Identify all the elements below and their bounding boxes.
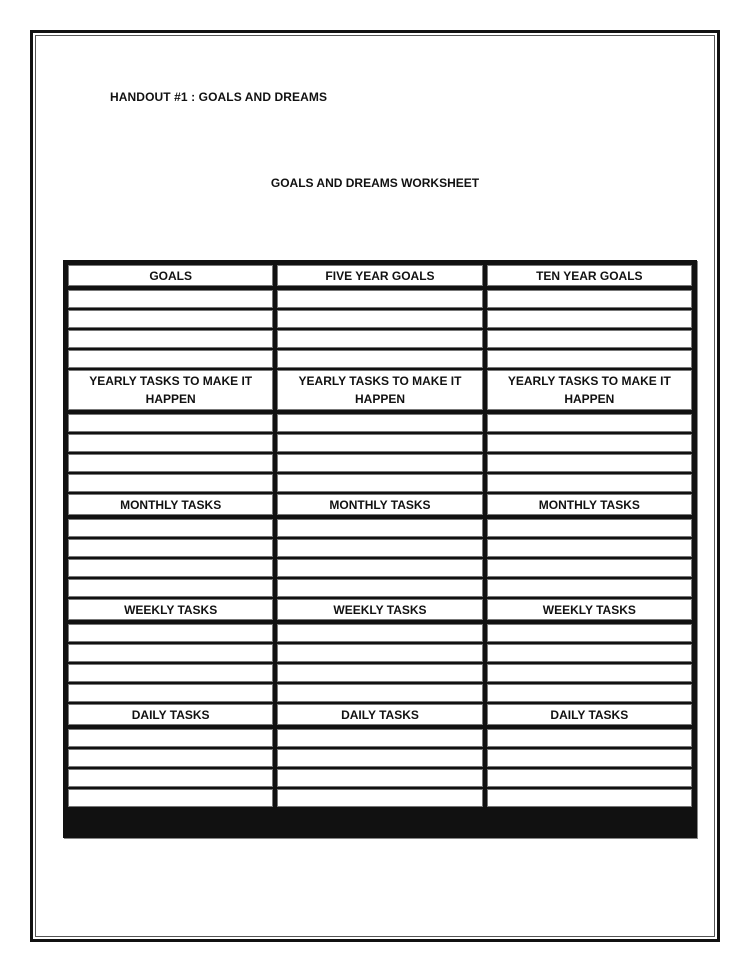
writing-line[interactable] [277,310,482,328]
writing-line[interactable] [487,664,692,682]
writing-line[interactable] [277,644,482,662]
section-header: YEARLY TASKS TO MAKE IT HAPPEN [487,370,692,410]
worksheet-section [277,494,482,597]
handout-title: HANDOUT #1 : GOALS AND DREAMS [110,90,328,104]
writing-lines [68,414,273,492]
writing-line[interactable] [68,310,273,328]
worksheet-section [277,599,482,702]
writing-line[interactable] [277,539,482,557]
writing-lines [277,290,482,368]
writing-line[interactable] [68,559,273,577]
writing-line[interactable] [68,664,273,682]
section-header: MONTHLY TASKS [68,494,273,515]
writing-line[interactable] [487,414,692,432]
writing-line[interactable] [487,559,692,577]
writing-line[interactable] [277,434,482,452]
writing-line[interactable] [487,434,692,452]
section-header: YEARLY TASKS TO MAKE IT HAPPEN [277,370,482,410]
worksheet-column [277,265,482,833]
writing-line[interactable] [277,769,482,787]
writing-line[interactable] [68,519,273,537]
worksheet-section [68,265,273,368]
writing-line[interactable] [68,749,273,767]
writing-line[interactable] [68,454,273,472]
section-header: WEEKLY TASKS [277,599,482,620]
writing-line[interactable] [487,519,692,537]
worksheet-section [487,704,692,807]
writing-lines [277,729,482,807]
worksheet-section [68,704,273,807]
writing-lines [487,519,692,597]
writing-line[interactable] [487,789,692,807]
writing-line[interactable] [487,474,692,492]
section-header: FIVE YEAR GOALS [277,265,482,286]
section-header: DAILY TASKS [277,704,482,725]
writing-line[interactable] [68,290,273,308]
writing-line[interactable] [277,330,482,348]
worksheet-section [68,599,273,702]
section-header: MONTHLY TASKS [487,494,692,515]
writing-line[interactable] [277,789,482,807]
writing-line[interactable] [277,684,482,702]
writing-lines [277,414,482,492]
writing-line[interactable] [277,749,482,767]
worksheet-column [68,265,273,833]
writing-lines [68,290,273,368]
writing-line[interactable] [68,644,273,662]
writing-line[interactable] [68,769,273,787]
writing-line[interactable] [277,624,482,642]
worksheet-section [487,370,692,492]
writing-line[interactable] [68,434,273,452]
writing-line[interactable] [68,624,273,642]
writing-lines [68,624,273,702]
writing-lines [68,729,273,807]
writing-line[interactable] [277,414,482,432]
worksheet-table [63,260,697,838]
section-header: MONTHLY TASKS [277,494,482,515]
writing-line[interactable] [68,789,273,807]
worksheet-section [487,599,692,702]
writing-line[interactable] [487,454,692,472]
worksheet-section [68,494,273,597]
writing-line[interactable] [68,579,273,597]
writing-line[interactable] [487,684,692,702]
writing-line[interactable] [277,454,482,472]
writing-line[interactable] [277,664,482,682]
writing-line[interactable] [68,539,273,557]
worksheet-section [277,265,482,368]
writing-line[interactable] [68,414,273,432]
writing-line[interactable] [68,350,273,368]
writing-line[interactable] [277,350,482,368]
worksheet-section [487,265,692,368]
writing-line[interactable] [487,310,692,328]
section-header: DAILY TASKS [68,704,273,725]
writing-lines [487,729,692,807]
writing-line[interactable] [277,559,482,577]
writing-line[interactable] [68,474,273,492]
writing-line[interactable] [277,290,482,308]
writing-line[interactable] [487,729,692,747]
writing-line[interactable] [487,769,692,787]
writing-line[interactable] [487,749,692,767]
writing-line[interactable] [68,729,273,747]
writing-lines [487,414,692,492]
writing-line[interactable] [487,624,692,642]
writing-lines [487,290,692,368]
writing-line[interactable] [277,519,482,537]
writing-line[interactable] [68,330,273,348]
writing-line[interactable] [487,330,692,348]
section-header: YEARLY TASKS TO MAKE IT HAPPEN [68,370,273,410]
section-header: DAILY TASKS [487,704,692,725]
writing-lines [68,519,273,597]
writing-line[interactable] [487,539,692,557]
writing-line[interactable] [487,644,692,662]
writing-lines [277,519,482,597]
worksheet-title: GOALS AND DREAMS WORKSHEET [270,176,480,190]
writing-line[interactable] [487,350,692,368]
writing-line[interactable] [277,579,482,597]
writing-line[interactable] [487,579,692,597]
writing-line[interactable] [68,684,273,702]
section-header: GOALS [68,265,273,286]
worksheet-section [68,370,273,492]
worksheet-section [277,370,482,492]
writing-line[interactable] [277,729,482,747]
writing-line[interactable] [277,474,482,492]
section-header: WEEKLY TASKS [487,599,692,620]
writing-line[interactable] [487,290,692,308]
writing-lines [277,624,482,702]
worksheet-column [487,265,692,833]
writing-lines [487,624,692,702]
section-header: TEN YEAR GOALS [487,265,692,286]
worksheet-section [487,494,692,597]
section-header: WEEKLY TASKS [68,599,273,620]
worksheet-section [277,704,482,807]
